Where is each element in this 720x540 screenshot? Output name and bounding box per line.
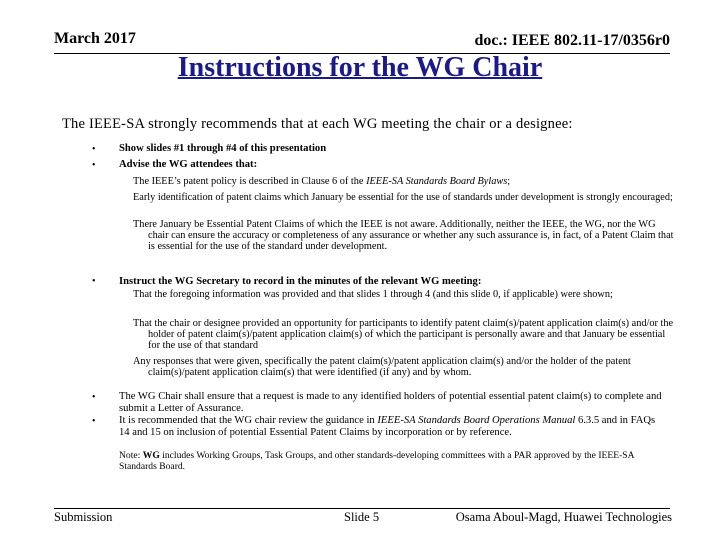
slide-title: Instructions for the WG Chair	[177, 52, 543, 83]
advise-item-2: Early identification of patent claims which January be essential for the use of standards under development is strongly encouraged;	[133, 192, 673, 203]
bullet-marker: •	[92, 144, 96, 155]
note-text: Note: WG includes Working Groups, Task Groups, and other standards-developing committees with a PAR approved by the IEEE-SA Standards Board.	[119, 450, 635, 473]
bullet-marker: •	[92, 416, 96, 427]
footer-divider	[54, 508, 670, 509]
advise-item-1: The IEEE’s patent policy is described in Clause 6 of the IEEE-SA Standards Board Bylaws;	[133, 176, 511, 187]
bullet-marker: •	[92, 276, 96, 287]
bullet-guidance: It is recommended that the WG chair review the guidance in IEEE-SA Standards Board Operations Manual 6.3.5 and in FAQs 14 and 15 on inclusion of potential Essential Patent Claims by incorporation or by reference.	[119, 415, 656, 438]
bullet-letter-of-assurance: The WG Chair shall ensure that a request is made to any identified holders of potential essential patent claim(s) to complete and submit a Letter of Assurance.	[119, 391, 662, 414]
bullet-show-slides: Show slides #1 through #4 of this presentation	[119, 143, 327, 154]
footer-slide-number: Slide 5	[344, 510, 380, 524]
footer-submission: Submission	[54, 510, 113, 524]
intro-text: The IEEE-SA strongly recommends that at each WG meeting the chair or a designee:	[62, 116, 573, 132]
instruct-item-3: Any responses that were given, specifically the patent claim(s)/patent application claim(s) and/or the holder of the patent claim(s)/patent application claim(s) that were identified (if any) and by whom.	[133, 356, 631, 379]
bullet-marker: •	[92, 160, 96, 171]
header-doc-id: doc.: IEEE 802.11-17/0356r0	[474, 32, 670, 49]
bullet-marker: •	[92, 392, 96, 403]
footer-author: Osama Aboul-Magd, Huawei Technologies	[455, 510, 672, 524]
bullet-advise: Advise the WG attendees that:	[119, 159, 258, 170]
instruct-item-2: That the chair or designee provided an opportunity for participants to identify patent claim(s)/patent application claim(s) and/or the holder of patent claim(s)/patent application claim(s) of which the participant is personally aware and that January be essential for the use of that standard	[133, 318, 674, 352]
header-date: March 2017	[54, 30, 136, 47]
instruct-item-1: That the foregoing information was provided and that slides 1 through 4 (and this slide 0, if applicable) were shown;	[133, 289, 613, 300]
bullet-instruct: Instruct the WG Secretary to record in the minutes of the relevant WG meeting:	[119, 276, 482, 287]
advise-item-3: There January be Essential Patent Claims of which the IEEE is not aware. Additionally, neither the IEEE, the WG, nor the WG chair can ensure the accuracy or completeness of any assurance or whether any such assurance is, in fact, of a Patent Claim that is essential for the use of the standard under development.	[133, 219, 674, 253]
